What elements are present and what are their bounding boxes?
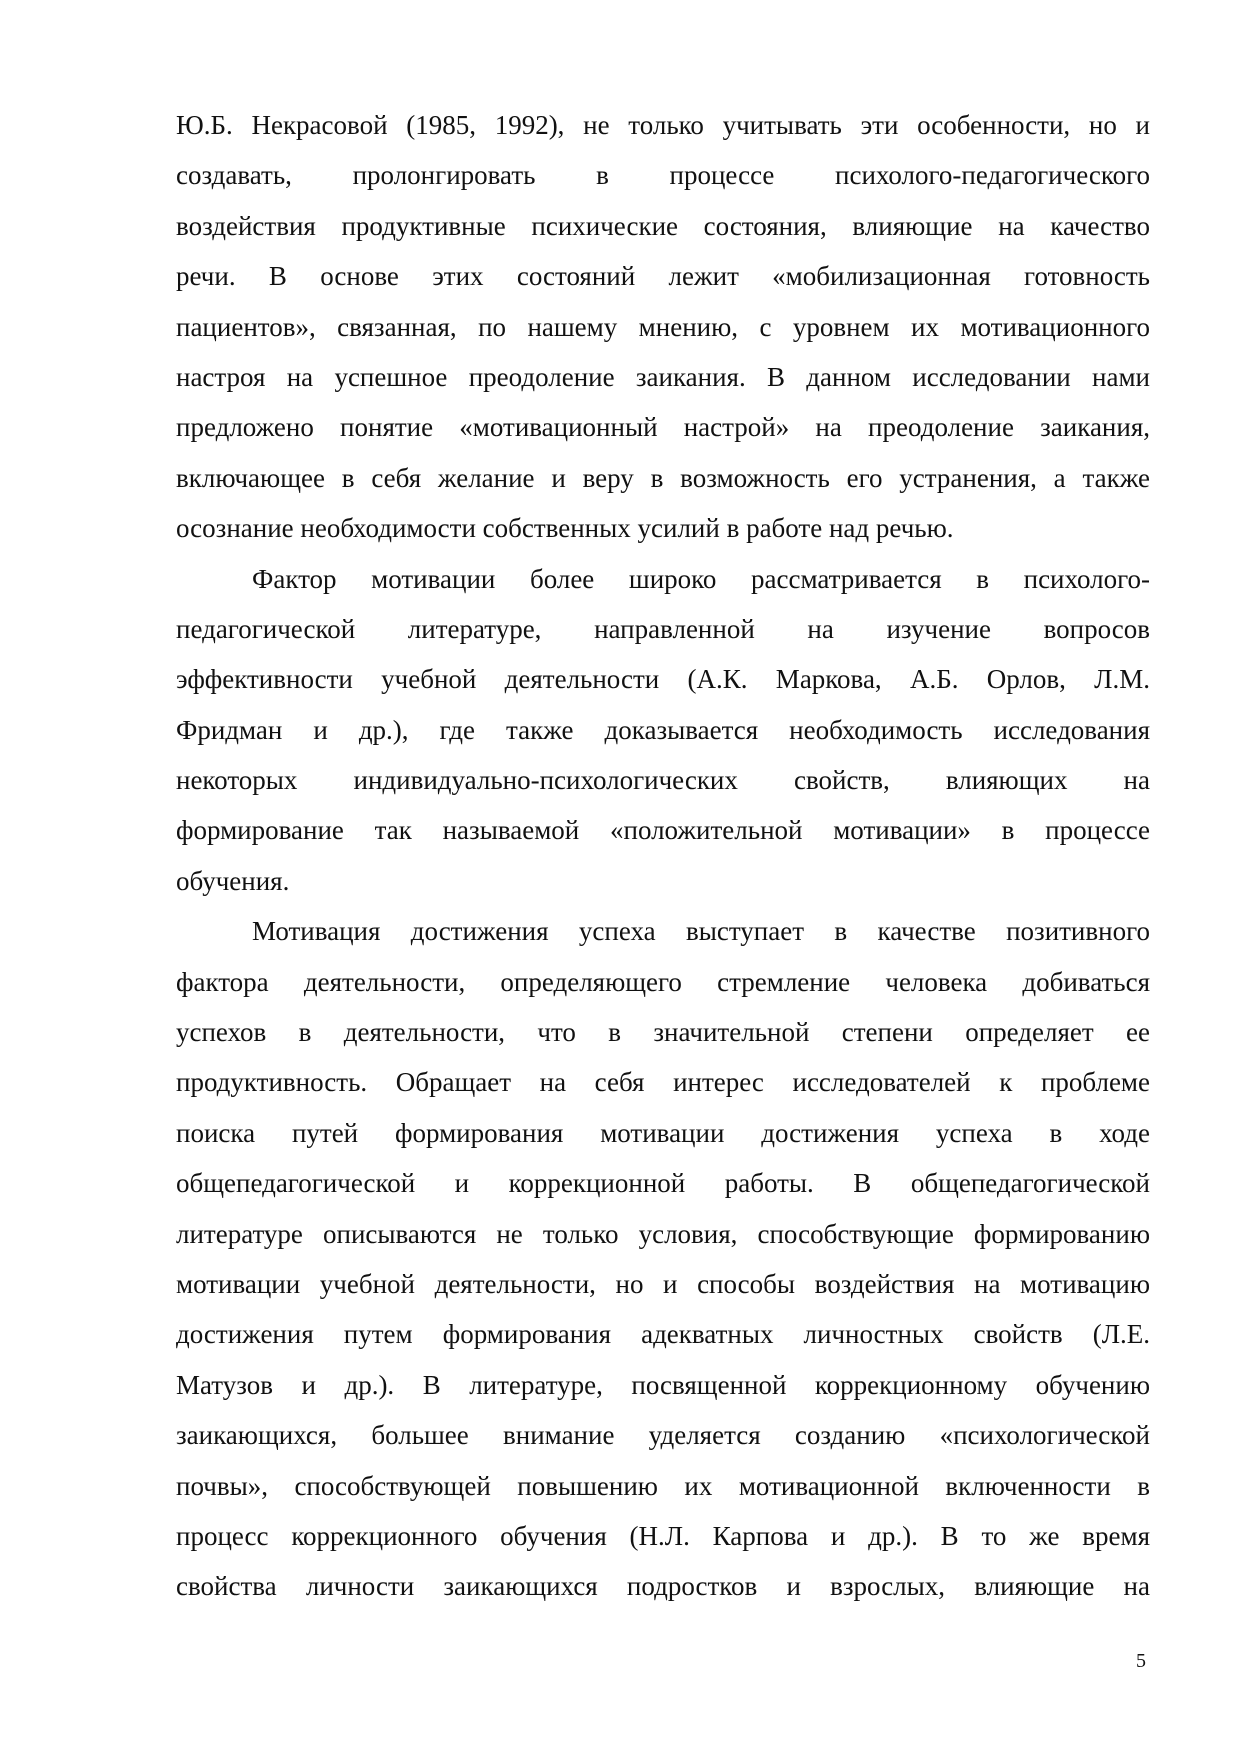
text-line: некоторых индивидуально-психологических свойств, влияющих на — [176, 765, 1150, 796]
text-line: успехов в деятельности, что в значительной степени определяет ее — [176, 1017, 1150, 1048]
text-line: общепедагогической и коррекционной работы. В общепедагогической — [176, 1168, 1150, 1199]
text-line: эффективности учебной деятельности (А.К. Маркова, А.Б. Орлов, Л.М. — [176, 664, 1150, 695]
text-line: поиска путей формирования мотивации достижения успеха в ходе — [176, 1117, 1150, 1148]
text-line: включающее в себя желание и веру в возможность его устранения, а также — [176, 462, 1150, 493]
text-line: Фридман и др.), где также доказывается необходимость исследования — [176, 714, 1150, 745]
text-line: педагогической литературе, направленной на изучение вопросов — [176, 613, 1150, 644]
text-line: заикающихся, большее внимание уделяется созданию «психологической — [176, 1420, 1150, 1451]
text-line: Мотивация достижения успеха выступает в качестве позитивного — [252, 916, 1150, 947]
text-line: речи. В основе этих состояний лежит «мобилизационная готовность — [176, 261, 1150, 292]
text-line: фактора деятельности, определяющего стремление человека добиваться — [176, 966, 1150, 997]
text-line: пациентов», связанная, по нашему мнению, с уровнем их мотивационного — [176, 311, 1150, 342]
text-line: создавать, пролонгировать в процессе психолого-педагогического — [176, 160, 1150, 191]
text-line: литературе описываются не только условия, способствующие формированию — [176, 1218, 1150, 1249]
text-line: достижения путем формирования адекватных личностных свойств (Л.Е. — [176, 1319, 1150, 1350]
text-line: формирование так называемой «положительной мотивации» в процессе — [176, 815, 1150, 846]
text-line: воздействия продуктивные психические состояния, влияющие на качество — [176, 210, 1150, 241]
text-line: продуктивность. Обращает на себя интерес исследователей к проблеме — [176, 1067, 1150, 1098]
text-line: Матузов и др.). В литературе, посвященной коррекционному обучению — [176, 1369, 1150, 1400]
document-page — [176, 100, 1150, 1612]
text-line: обучения. — [176, 865, 290, 896]
text-line: осознание необходимости собственных усилий в работе над речью. — [176, 513, 954, 544]
text-line: Ю.Б. Некрасовой (1985, 1992), не только учитывать эти особенности, но и — [176, 110, 1150, 140]
paragraph-2 — [176, 554, 1150, 907]
text-line: Фактор мотивации более широко рассматривается в психолого- — [252, 563, 1150, 594]
text-line: мотивации учебной деятельности, но и способы воздействия на мотивацию — [176, 1268, 1150, 1299]
text-line: свойства личности заикающихся подростков и взрослых, влияющие на — [176, 1571, 1150, 1602]
paragraph-1 — [176, 100, 1150, 554]
paragraph-3 — [176, 906, 1150, 1611]
text-line: настроя на успешное преодоление заикания. В данном исследовании нами — [176, 361, 1150, 392]
text-line: почвы», способствующей повышению их мотивационной включенности в — [176, 1470, 1150, 1501]
page-number: 5 — [1136, 1650, 1146, 1672]
text-line: процесс коррекционного обучения (Н.Л. Карпова и др.). В то же время — [176, 1520, 1150, 1551]
text-line: предложено понятие «мотивационный настрой» на преодоление заикания, — [176, 412, 1150, 443]
